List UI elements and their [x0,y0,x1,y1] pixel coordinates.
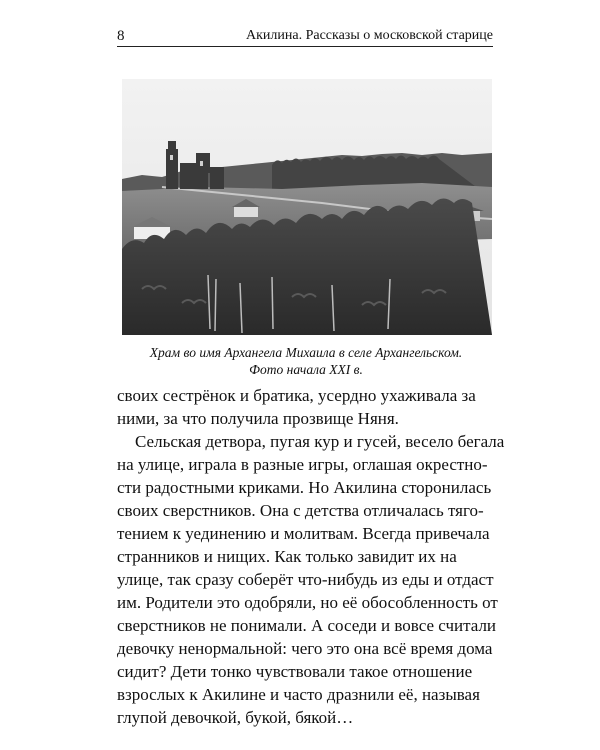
text-line: им. Родители это одобряли, но её обособленность от [117,593,498,612]
caption-line: Храм во имя Архангела Михаила в селе Архангельском. [149,345,463,360]
text-line: тением к уединению и молитвам. Всегда привечала [117,524,490,543]
text-line: странников и нищих. Как только завидит их на [117,547,457,566]
photo-caption [117,344,495,378]
paragraph-first-line: Сельская детвора, пугая кур и гусей, весело бегала [135,432,505,451]
page-number: 8 [117,28,125,44]
running-title: Акилина. Рассказы о московской старице [245,28,493,43]
body-text [117,384,505,729]
text-line: ними, за что получила прозвище Няня. [117,409,399,428]
text-line: глупой девочкой, букой, бякой… [117,708,354,727]
running-header [117,24,493,47]
church-photo [122,79,492,335]
text-line: улице, так сразу соберёт что-нибудь из еды и отдаст [117,570,494,589]
text-line: сверстников не понимали. А соседи и вовсе считали [117,616,497,635]
text-line: своих сестрёнок и братика, усердно ухаживала за [117,386,476,405]
text-line: сидит? Дети тонко чувствовали такое отношение [117,662,473,681]
text-line: сти радостными криками. Но Акилина сторонилась [117,478,492,497]
text-line: девочку ненормальной: чего это она всё время дома [117,639,493,658]
text-line: взрослых к Акилине и часто дразнили её, называя [117,685,480,704]
text-line: на улице, играла в разные игры, оглашая окрестно- [117,455,488,474]
caption-line: Фото начала XXI в. [249,362,363,377]
text-line: своих сверстников. Она с детства отличалась тяго- [117,501,484,520]
